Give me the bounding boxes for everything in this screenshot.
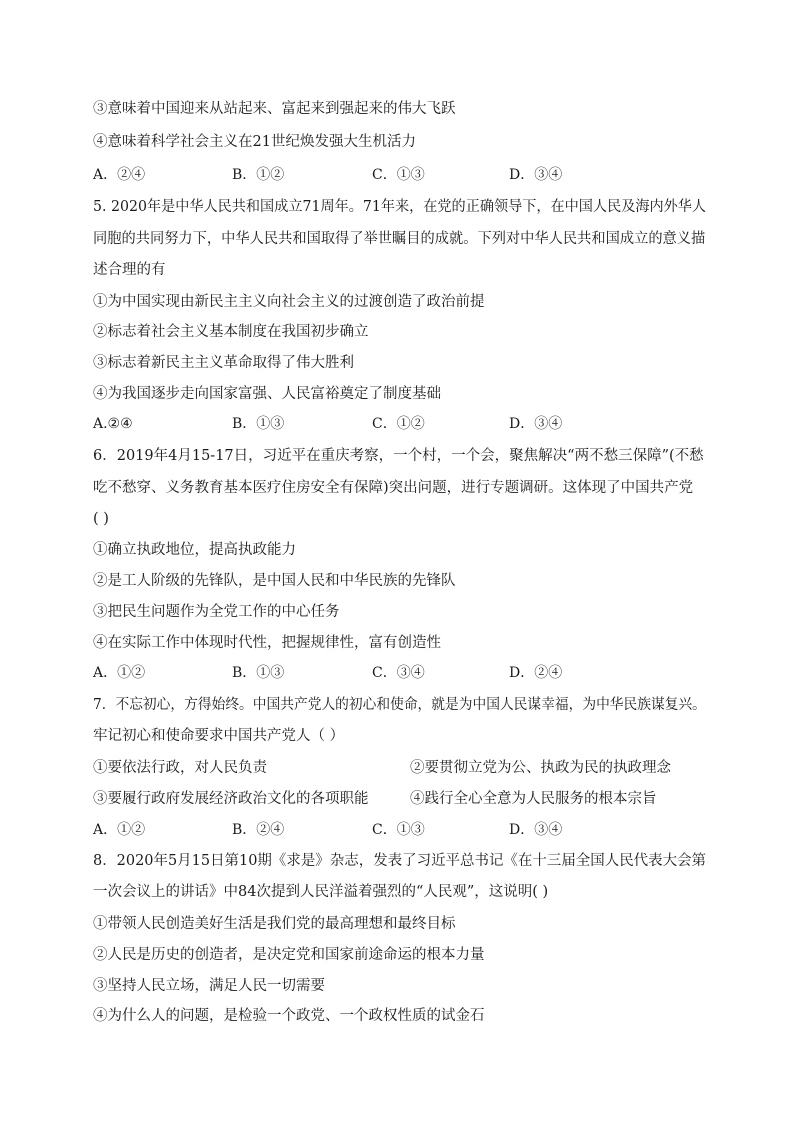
q7-item-2: ②要贯彻立党为公、执政为民的执政理念	[410, 760, 671, 776]
q4-option-c: C．①③	[372, 167, 425, 183]
q5-option-a: A.②④	[93, 416, 133, 432]
q6-item-1: ①确立执政地位，提高执政能力	[93, 542, 296, 558]
q7-option-a: A．①②	[93, 822, 146, 838]
q6-option-d: D．②④	[509, 665, 563, 681]
q8-item-1: ①带领人民创造美好生活是我们党的最高理想和最终目标	[93, 916, 456, 932]
q4-item-3: ③意味着中国迎来从站起来、富起来到强起来的伟大飞跃	[93, 101, 456, 117]
q7-item-1: ①要依法行政，对人民负责	[93, 760, 267, 776]
q5-stem-line-3: 述合理的有	[93, 262, 166, 278]
q6-item-4: ④在实际工作中体现时代性，把握规律性，富有创造性	[93, 635, 441, 651]
q7-stem-line-1: 7．不忘初心，方得始终。中国共产党人的初心和使命，就是为中国人民谋幸福，为中华民族谋复兴。	[93, 697, 706, 713]
q5-item-1: ①为中国实现由新民主主义向社会主义的过渡创造了政治前提	[93, 294, 485, 310]
q6-option-a: A．①②	[93, 665, 146, 681]
q8-stem-line-2: 一次会议上的讲话》中84次提到人民洋溢着强烈的“人民观”，这说明( )	[93, 884, 549, 900]
q5-option-c: C．①②	[372, 416, 425, 432]
q6-option-b: B．①③	[232, 665, 285, 681]
q5-option-b: B．①③	[232, 416, 285, 432]
q5-option-d: D．③④	[509, 416, 563, 432]
q5-item-4: ④为我国逐步走向国家富强、人民富裕奠定了制度基础	[93, 386, 441, 402]
q8-item-3: ③坚持人民立场，满足人民一切需要	[93, 978, 325, 994]
q4-option-a: A．②④	[93, 167, 146, 183]
q7-item-3: ③要履行政府发展经济政治文化的各项职能	[93, 791, 369, 807]
q6-answer-paren: ( )	[93, 511, 109, 527]
q5-item-2: ②标志着社会主义基本制度在我国初步确立	[93, 324, 369, 340]
q6-item-2: ②是工人阶级的先锋队，是中国人民和中华民族的先锋队	[93, 573, 456, 589]
q7-option-c: C．①③	[372, 822, 425, 838]
q6-item-3: ③把民生问题作为全党工作的中心任务	[93, 604, 340, 620]
q7-stem-line-2: 牢记初心和使命要求中国共产党人（ ）	[93, 728, 345, 744]
q5-stem-line-2: 同胞的共同努力下，中华人民共和国取得了举世瞩目的成就。下列对中华人民共和国成立的意义描	[93, 231, 706, 247]
q6-stem-line-2: 吃不愁穿、义务教育基本医疗住房安全有保障)突出问题，进行专题调研。这体现了中国共产党	[93, 480, 694, 496]
q6-option-c: C．③④	[372, 665, 425, 681]
q8-stem-line-1: 8．2020年5月15日第10期《求是》杂志，发表了习近平总书记《在十三届全国人民代表大会第	[93, 853, 707, 869]
q4-item-4: ④意味着科学社会主义在21世纪焕发强大生机活力	[93, 134, 416, 150]
q4-option-b: B．①②	[232, 167, 285, 183]
q5-item-3: ③标志着新民主主义革命取得了伟大胜利	[93, 355, 354, 371]
q8-item-4: ④为什么人的问题，是检验一个政党、一个政权性质的试金石	[93, 1008, 485, 1024]
q7-option-d: D．③④	[509, 822, 563, 838]
q7-item-4: ④践行全心全意为人民服务的根本宗旨	[410, 791, 657, 807]
q7-option-b: B．②④	[232, 822, 285, 838]
q6-stem-line-1: 6．2019年4月15-17日，习近平在重庆考察，一个村，一个会，聚焦解决“两不愁三保障”(不愁	[93, 448, 704, 464]
q5-stem-line-1: 5. 2020年是中华人民共和国成立71周年。71年来，在党的正确领导下，在中国人民及海内外华人	[93, 199, 707, 215]
q4-option-d: D．③④	[509, 167, 563, 183]
q8-item-2: ②人民是历史的创造者，是决定党和国家前途命运的根本力量	[93, 947, 485, 963]
